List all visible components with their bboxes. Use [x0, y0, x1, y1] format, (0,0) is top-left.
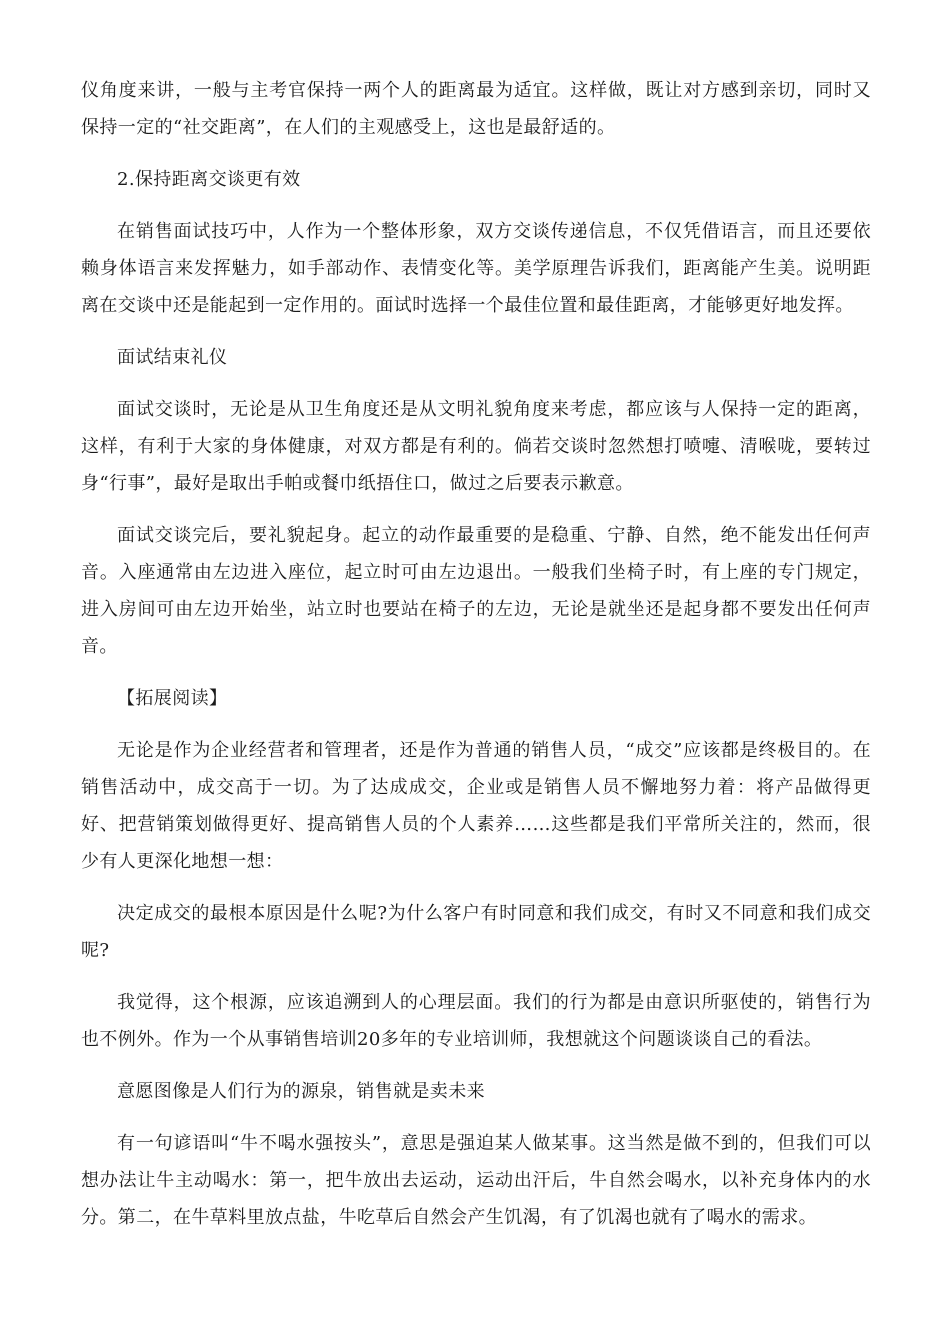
section-heading: 意愿图像是人们行为的源泉，销售就是卖未来 [117, 1081, 485, 1102]
paragraph: 有一句谚语叫“牛不喝水强按头”，意思是强迫某人做某事。这当然是做不到的，但我们可以想办法让牛主动喝水：第一，把牛放出去运动，运动出汗后，牛自然会喝水，以补充身体内的水分。第二，在牛草料里放点盐，牛吃草后自然会产生饥渴，有了饥渴也就有了喝水的需求。 [81, 1133, 871, 1228]
paragraph-continued: 仪角度来讲，一般与主考官保持一两个人的距离最为适宜。这样做，既让对方感到亲切，同时又保持一定的“社交距离”，在人们的主观感受上，这也是最舒适的。 [81, 80, 871, 138]
paragraph: 决定成交的最根本原因是什么呢?为什么客户有时同意和我们成交，有时又不同意和我们成交呢? [81, 903, 871, 961]
section-heading: 2.保持距离交谈更有效 [117, 169, 301, 190]
paragraph: 面试交谈时，无论是从卫生角度还是从文明礼貌角度来考虑，都应该与人保持一定的距离，这样，有利于大家的身体健康，对双方都是有利的。倘若交谈时忽然想打喷嚏、清喉咙，要转过身“行事”，最好是取出手帕或餐巾纸捂住口，做过之后要表示歉意。 [81, 399, 871, 494]
paragraph: 我觉得，这个根源，应该追溯到人的心理层面。我们的行为都是由意识所驱使的，销售行为也不例外。作为一个从事销售培训20多年的专业培训师，我想就这个问题谈谈自己的看法。 [81, 992, 871, 1050]
paragraph: 面试交谈完后，要礼貌起身。起立的动作最重要的是稳重、宁静、自然，绝不能发出任何声音。入座通常由左边进入座位，起立时可由左边退出。一般我们坐椅子时，有上座的专门规定，进入房间可由左边开始坐，站立时也要站在椅子的左边，无论是就坐还是起身都不要发出任何声音。 [81, 525, 871, 657]
section-heading: 面试结束礼仪 [117, 347, 228, 368]
paragraph: 在销售面试技巧中，人作为一个整体形象，双方交谈传递信息，不仅凭借语言，而且还要依赖身体语言来发挥魅力，如手部动作、表情变化等。美学原理告诉我们，距离能产生美。说明距离在交谈中还是能起到一定作用的。面试时选择一个最佳位置和最佳距离，才能够更好地发挥。 [81, 221, 871, 316]
paragraph: 无论是作为企业经营者和管理者，还是作为普通的销售人员，“成交”应该都是终极目的。在销售活动中，成交高于一切。为了达成成交，企业或是销售人员不懈地努力着：将产品做得更好、把营销策划做得更好、提高销售人员的个人素养……这些都是我们平常所关注的，然而，很少有人更深化地想一想： [81, 740, 871, 872]
document-page [81, 72, 871, 1251]
section-heading: 【拓展阅读】 [117, 688, 228, 709]
